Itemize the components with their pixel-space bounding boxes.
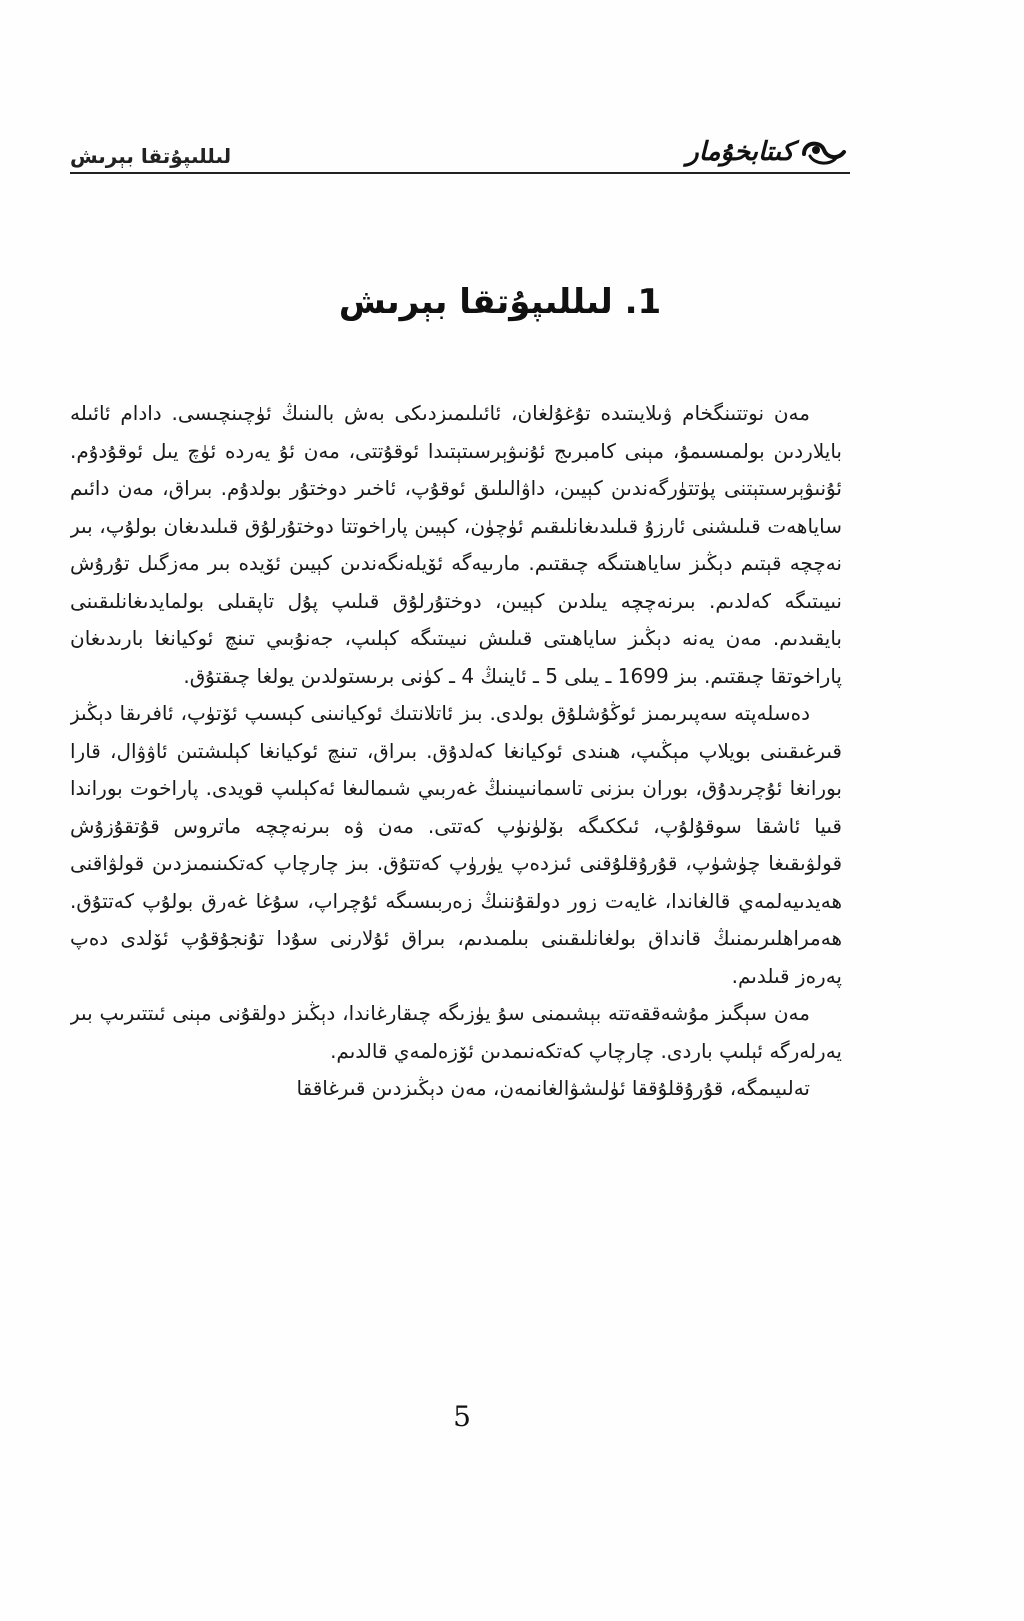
paragraph-4: تەلىيىمگە، قۇرۇقلۇققا ئۈلىشۋالغانمەن، مەن دېڭىزدىن قىرغاققا: [296, 1076, 810, 1100]
header-book-title: لىللىپۇتقا بېرىش: [70, 144, 232, 168]
series-name: كىتابخۇمار: [686, 137, 794, 167]
running-header: [70, 128, 850, 174]
series-brand: [686, 136, 850, 168]
paragraph-2: دەسلەپتە سەپىرىمىز ئوڭۇشلۇق بولدى. بىز ئاتلانتىك ئوكيانىنى كېسىپ ئۆتۈپ، ئافرىقا دېڭىز قىرغىقىنى بويلاپ مېڭىپ، ھىندى ئوكيانغا كەلدۇق. بىراق، تىنچ ئوكيانغا كېلىشتىن ئاۋۋال، قارا بورانغا ئۇچرىدۇق، بوران بىزنى تاسمانىيىنىڭ غەربىي شىمالىغا ئەكېلىپ قويدى. پاراخوت بوراندا قىيا ئاشقا سوقۇلۇپ، ئىككىگە بۆلۈنۈپ كەتتى. مەن ۋە بىرنەچچە ماتروس قۇتقۇزۇش قولۋىقىغا چۈشۈپ، قۇرۇقلۇقنى ئىزدەپ يۈرۈپ كەتتۇق. بىز چارچاپ كەتكىنىمىزدىن قولۋاقنى ھەيدىيەلمەي قالغاندا، غايەت زور دولقۇننىڭ زەربىسىگە ئۇچراپ، سۇغا غەرق بولۇپ كەتتۇق. ھەمراھلىرىمنىڭ قانداق بولغانلىقىنى بىلمىدىم، بىراق ئۇلارنى سۇدا تۇنجۇقۇپ ئۆلدى دەپ پەرەز قىلدىم.: [70, 701, 842, 988]
page-number: 5: [453, 1400, 471, 1433]
paragraph-3: مەن سېگىز مۇشەققەتتە بېشىمنى سۇ يۈزىگە چىقارغاندا، دېڭىز دولقۇنى مېنى ئىتتىرىپ بىر يەرلەرگە ئېلىپ باردى. چارچاپ كەتكەنىمدىن ئۆزەلمەي قالدىم.: [70, 1001, 842, 1063]
paragraph-1: مەن نوتتىنگخام ۋىلايىتىدە تۇغۇلغان، ئائىلىمىزدىكى بەش بالىنىڭ ئۈچىنچىسى. دادام ئائىلە بايلاردىن بولمىسىمۇ، مېنى كامبرىج ئۇنىۋېرسىتېتىدا ئوقۇتتى، مەن ئۇ يەردە ئۈچ يىل ئوقۇدۇم. ئۇنىۋېرسىتېتنى پۈتتۈرگەندىن كېيىن، داۋالىلىق ئوقۇپ، ئاخىر دوختۇر بولدۇم. بىراق، مەن دائىم ساياھەت قىلىشنى ئارزۇ قىلىدىغانلىقىم ئۈچۈن، كېيىن پاراخوتتا دوختۇرلۇق قىلىدىغان بولۇپ، بىر نەچچە قېتىم دېڭىز ساياھىتىگە چىقتىم. مارىيەگە ئۆيلەنگەندىن كېيىن ئۆيدە بىر مەزگىل تۇرۇش نىيىتىگە كەلدىم. بىرنەچچە يىلدىن كېيىن، دوختۇرلۇق قىلىپ پۇل تاپقىلى بولمايدىغانلىقىنى بايقىدىم. مەن يەنە دېڭىز ساياھىتى قىلىش نىيىتىگە كېلىپ، جەنۇبىي تىنچ ئوكيانغا بارىدىغان پاراخوتقا چىقتىم. بىز 1699 ـ يىلى 5 ـ ئاينىڭ 4 ـ كۈنى برىستولدىن يولغا چىقتۇق.: [70, 401, 842, 688]
chapter-title: 1. لىللىپۇتقا بېرىش: [338, 282, 662, 322]
swirl-logo-icon: [800, 136, 850, 168]
body-text: [70, 395, 842, 1395]
